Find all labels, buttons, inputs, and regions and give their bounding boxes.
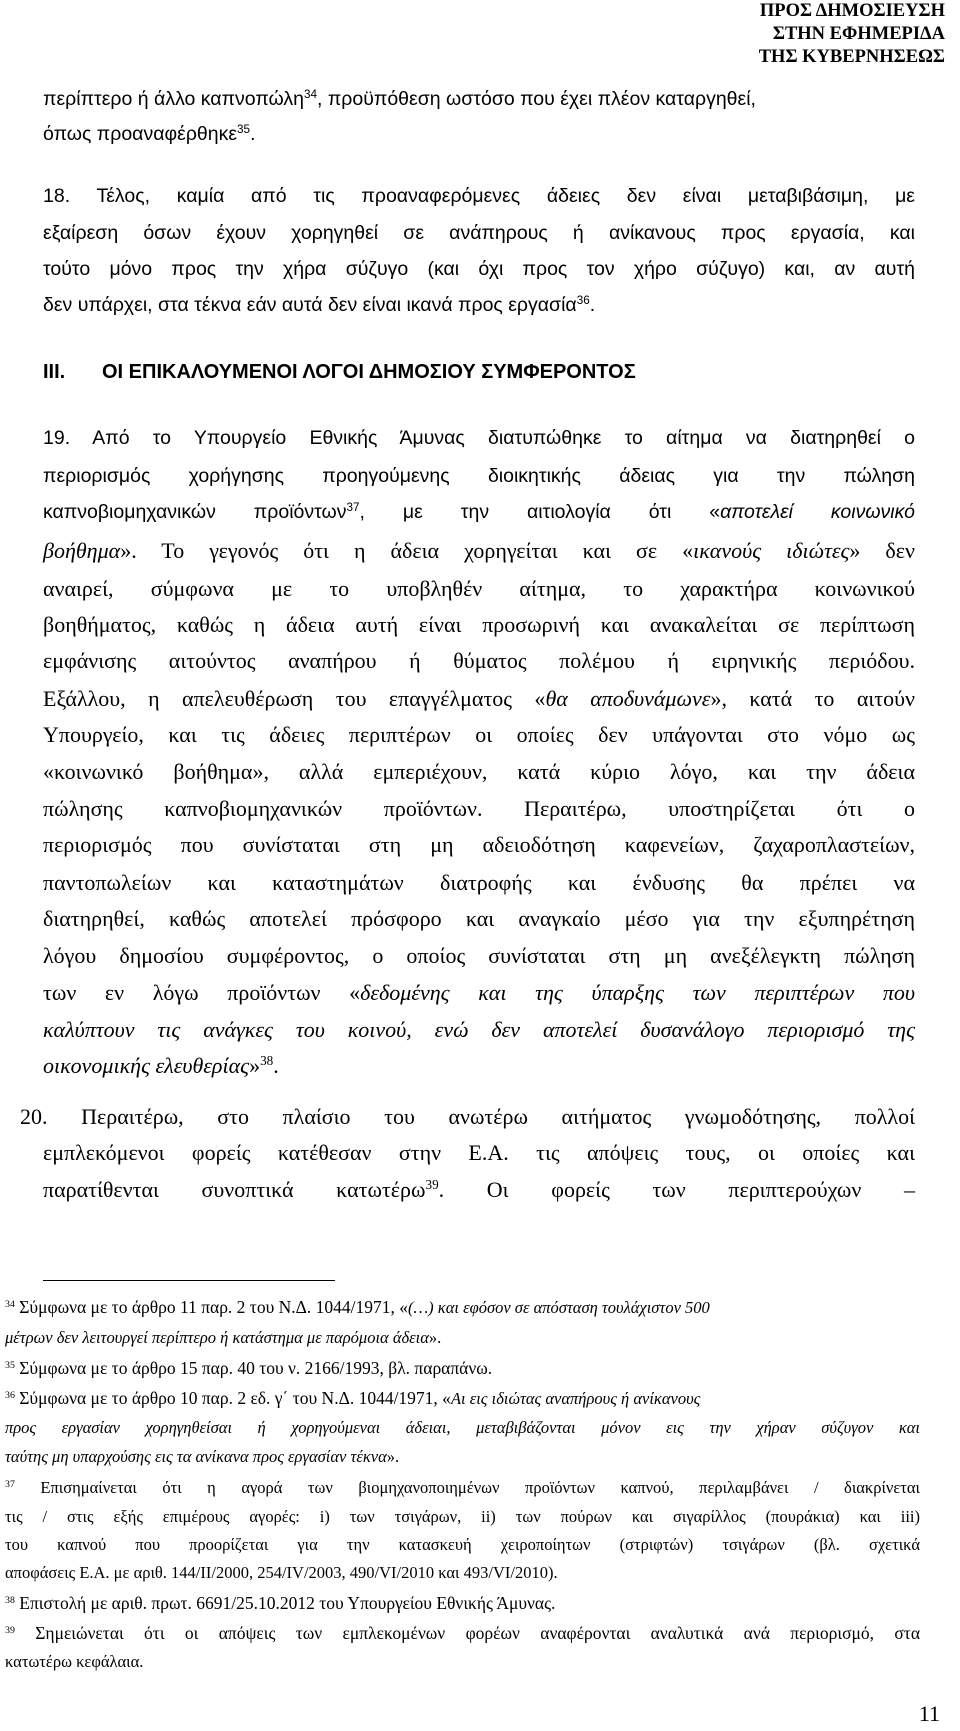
footnote-number: 35: [5, 1360, 15, 1372]
page-number: 11: [918, 1701, 940, 1726]
text-line: βοήθημα». Το γεγονός ότι η άδεια χορηγείται και σε «ικανούς ιδιώτες» δεν: [43, 538, 915, 563]
footnote-36: $^{36}$ Σύμφωνα με το άρθρο 10 παρ. 2 εδ. γ΄ του Ν.Δ. 1044/1971, «Αι εις ιδιώτας αναπήρους ή ανίκανους: [5, 1388, 701, 1408]
text-line: περίπτερο ή άλλο καπνοπώλη$^{34}$, προϋπόθεση ωστόσο που έχει πλέον καταργηθεί,: [43, 87, 756, 110]
text-line: καπνοβιομηχανικών προϊόντων$^{37}$, με την αιτιολογία ότι «αποτελεί κοινωνικό: [43, 500, 915, 523]
text-line: τούτο μόνο προς την χήρα σύζυγο (και όχι προς τον χήρο σύζυγο) και, αν αυτή: [43, 258, 915, 280]
footnote-number: 37: [5, 1479, 15, 1491]
footnote-number: 39: [5, 1625, 15, 1637]
text-line: «κοινωνικό βοήθημα», αλλά εμπεριέχουν, κατά κύριο λόγο, και την άδεια: [43, 759, 915, 784]
footnote-number: 34: [5, 1299, 15, 1311]
footnote-ref[interactable]: 36: [576, 293, 590, 307]
text-line: εξαίρεση όσων έχουν χορηγηθεί σε ανάπηρους ή ανίκανους προς εργασία, και: [43, 222, 915, 244]
section-title: ΟΙ ΕΠΙΚΑΛΟΥΜΕΝΟΙ ΛΟΓΟΙ ΔΗΜΟΣΙΟΥ ΣΥΜΦΕΡΟΝΤΟΣ: [102, 361, 636, 383]
text-line: παρατίθενται συνοπτικά κατωτέρω$^{39}$. Οι φορείς των περιπτερούχων –: [43, 1177, 916, 1202]
text-line: διατηρηθεί, καθώς αποτελεί πρόσφορο και αναγκαίο μέσο για την εξυπηρέτηση: [43, 906, 915, 931]
text-line: Υπουργείο, και τις άδειες περιπτέρων οι οποίες δεν υπάγονται στο νόμο ως: [43, 722, 915, 747]
text-line: 20. Περαιτέρω, στο πλαίσιο του ανωτέρω αιτήματος γνωμοδότησης, πολλοί: [20, 1104, 915, 1129]
section-heading: [43, 361, 636, 384]
text-line: καλύπτουν τις ανάγκες του κοινού, ενώ δεν αποτελεί δυσανάλογο περιορισμό της: [43, 1017, 915, 1042]
text-line: 18. Τέλος, καμία από τις προαναφερόμενες άδειες δεν είναι μεταβιβάσιμη, με: [43, 185, 915, 207]
text-line: δεν υπάρχει, στα τέκνα εάν αυτά δεν είναι ικανά προς εργασία$^{36}$.: [43, 293, 596, 316]
text-line: εμπλεκόμενοι φορείς κατέθεσαν στην Ε.Α. τις απόψεις τους, οι οποίες και: [43, 1140, 915, 1165]
footnote-separator: [43, 1280, 335, 1281]
text-line: των εν λόγω προϊόντων «δεδομένης και της ύπαρξης των περιπτέρων που: [43, 980, 916, 1005]
text-line: βοηθήματος, καθώς η άδεια αυτή είναι προσωρινή και ανακαλείται σε περίπτωση: [43, 612, 915, 637]
footnote-38: $^{38}$ Επιστολή με αριθ. πρωτ. 6691/25.10.2012 του Υπουργείου Εθνικής Άμυνας.: [5, 1593, 556, 1613]
footnote-text: κατωτέρω κεφάλαια.: [5, 1652, 144, 1671]
publication-header: [759, 0, 945, 69]
text-line: όπως προαναφέρθηκε$^{35}$.: [43, 122, 256, 145]
header-line: ΣΤΗΝ ΕΦΗΜΕΡΙΔΑ: [772, 24, 945, 44]
footnote-35: $^{35}$ Σύμφωνα με το άρθρο 15 παρ. 40 του ν. 2166/1993, βλ. παραπάνω.: [5, 1358, 493, 1378]
footnote-text: του καπνού που προορίζεται για την κατασκευή χειροποίητων (στριφτών) τσιγάρων (βλ. σχετικά: [5, 1535, 920, 1554]
text-line: οικονομικής ελευθερίας»$^{38}$.: [43, 1053, 279, 1078]
header-line: ΤΗΣ ΚΥΒΕΡΝΗΣΕΩΣ: [758, 47, 945, 67]
text-line: 19. Από το Υπουργείο Εθνικής Άμυνας διατυπώθηκε το αίτημα να διατηρηθεί ο: [43, 427, 915, 449]
header-line: ΠΡΟΣ ΔΗΜΟΣΙΕΥΣΗ: [759, 1, 945, 21]
text-line: παντοπωλείων και καταστημάτων διατροφής και ένδυσης θα πρέπει να: [43, 870, 915, 895]
footnote-text: ταύτης μη υπαρχούσης εις τα ανίκανα προς εργασίαν τέκνα».: [5, 1447, 400, 1466]
text-line: λόγου δημοσίου συμφέροντος, ο οποίος συνίσταται στη μη ανεξέλεγκτη πώληση: [43, 943, 915, 968]
footnote-text: τις / στις εξής επιμέρους αγορές: i) των τσιγάρων, ii) των πούρων και σιγαρίλλος (πουράκια) και iii): [5, 1507, 920, 1526]
text-line: περιορισμός χορήγησης προηγούμενης διοικητικής άδειας για την πώληση: [43, 465, 915, 487]
footnote-number: 38: [5, 1595, 15, 1607]
text-line: Εξάλλου, η απελευθέρωση του επαγγέλματος «θα αποδυνάμωνε», κατά το αιτούν: [43, 686, 915, 711]
section-number: ΙΙΙ.: [43, 361, 66, 383]
footnote-ref[interactable]: 34: [303, 87, 317, 101]
text-line: εμφάνισης αιτούντος αναπήρου ή θύματος πολέμου ή ειρηνικής περιόδου.: [43, 648, 915, 673]
footnote-39: $^{39}$ Σημειώνεται ότι οι απόψεις των εμπλεκομένων φορέων αναφέρονται αναλυτικά ανά περιορισμό, στα: [5, 1623, 920, 1643]
text-line: πώλησης καπνοβιομηχανικών προϊόντων. Περαιτέρω, υποστηρίζεται ότι ο: [43, 796, 915, 821]
footnote-text: προς εργασίαν χορηγηθείσαι ή χορηγούμεναι άδειαι, μεταβιβάζονται μόνον εις την χήραν σύζυγον και: [5, 1418, 920, 1437]
footnote-ref[interactable]: 38: [260, 1053, 274, 1069]
footnote-37: $^{37}$ Επισημαίνεται ότι η αγορά των βιομηχανοποιημένων προϊόντων καπνού, περιλαμβάνει / διακρίνεται: [5, 1478, 920, 1497]
footnote-ref[interactable]: 35: [237, 122, 251, 136]
footnote-ref[interactable]: 39: [425, 1177, 439, 1193]
footnote-text: αποφάσεις Ε.Α. με αριθ. 144/ΙΙ/2000, 254/ΙV/2003, 490/VI/2010 και 493/VI/2010).: [5, 1563, 558, 1582]
footnote-number: 36: [5, 1390, 15, 1402]
text-line: περιορισμός που συνίσταται στη μη αδειοδότηση καφενείων, ζαχαροπλαστείων,: [43, 832, 915, 857]
footnote-text: μέτρων δεν λειτουργεί περίπτερο ή κατάστημα με παρόμοια άδεια».: [5, 1328, 442, 1347]
text-line: αναιρεί, σύμφωνα με το υποβληθέν αίτημα, το χαρακτήρα κοινωνικού: [43, 576, 915, 601]
footnote-34: $^{34}$ Σύμφωνα με το άρθρο 11 παρ. 2 του Ν.Δ. 1044/1971, «(…) και εφόσον σε απόσταση τουλάχιστον 500: [5, 1297, 710, 1317]
footnote-ref[interactable]: 37: [346, 500, 360, 514]
